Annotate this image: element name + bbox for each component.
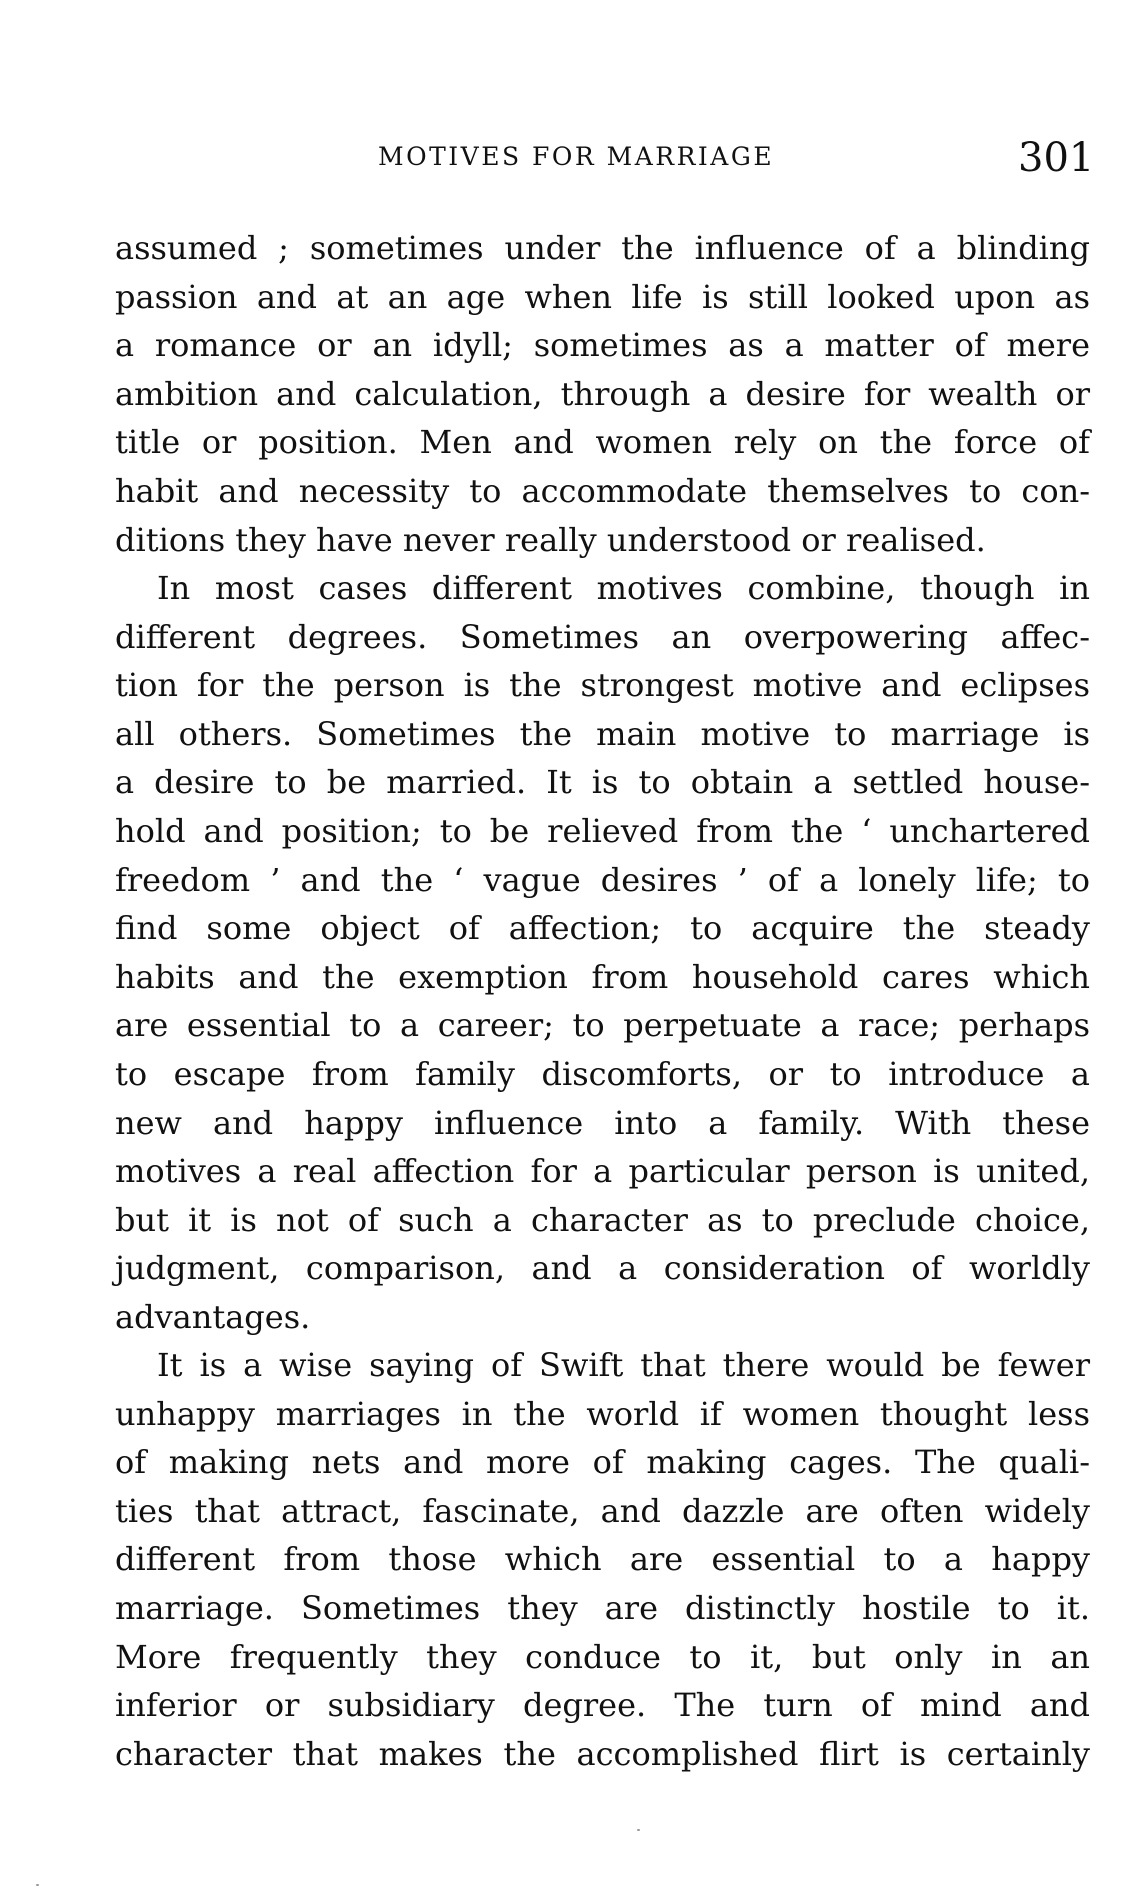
text-line: In most cases different motives combine, though in — [157, 569, 1090, 607]
paper-speck — [637, 1829, 640, 1831]
text-line: tion for the person is the strongest motive and eclipses — [115, 666, 1090, 705]
text-line: character that makes the accomplished flirt is certainly — [115, 1734, 1090, 1773]
text-line: ditions they have never really understood or realised. — [115, 520, 986, 559]
text-line: More frequently they conduce to it, but only in an — [115, 1637, 1090, 1676]
paragraph-motives — [115, 564, 1090, 1342]
paper-speck — [36, 1884, 39, 1886]
text-line: different from those which are essential to a happy — [115, 1540, 1090, 1579]
text-line: different degrees. Sometimes an overpowering affec- — [115, 617, 1090, 656]
text-line: assumed ; sometimes under the influence of a blinding — [115, 229, 1090, 267]
text-line: ambition and calculation, through a desire for wealth or — [115, 374, 1090, 413]
text-line: It is a wise saying of Swift that there would be fewer — [157, 1346, 1090, 1384]
paragraph-continuation — [115, 224, 1090, 564]
text-line: judgment, comparison, and a consideration of worldly — [115, 1249, 1090, 1288]
text-line: passion and at an age when life is still looked upon as — [115, 277, 1090, 316]
paragraph-swift — [115, 1341, 1090, 1778]
text-line: new and happy influence into a family. With these — [115, 1103, 1090, 1142]
text-line: find some object of affection; to acquire the steady — [115, 909, 1090, 948]
text-line: a desire to be married. It is to obtain a settled house- — [115, 763, 1090, 802]
text-line: to escape from family discomforts, or to introduce a — [115, 1054, 1090, 1093]
text-line: marriage. Sometimes they are distinctly hostile to it. — [115, 1588, 1090, 1627]
text-line: hold and position; to be relieved from the ‘ unchartered — [115, 811, 1090, 850]
text-line: all others. Sometimes the main motive to marriage is — [115, 714, 1090, 753]
text-line: of making nets and more of making cages. The quali- — [115, 1443, 1090, 1482]
text-line: a romance or an idyll; sometimes as a matter of mere — [115, 326, 1090, 365]
text-line: unhappy marriages in the world if women thought less — [115, 1394, 1090, 1433]
text-line: habits and the exemption from household cares which — [115, 957, 1090, 996]
text-line: ties that attract, fascinate, and dazzle are often widely — [115, 1491, 1090, 1530]
running-title: MOTIVES FOR MARRIAGE — [378, 142, 775, 171]
text-line: inferior or subsidiary degree. The turn of mind and — [115, 1686, 1090, 1725]
text-line: are essential to a career; to perpetuate a race; perhaps — [115, 1006, 1090, 1045]
text-line: habit and necessity to accommodate themselves to con- — [115, 471, 1090, 510]
text-line: title or position. Men and women rely on the force of — [115, 423, 1090, 462]
text-line: freedom ’ and the ‘ vague desires ’ of a lonely life; to — [115, 860, 1090, 899]
text-line: but it is not of such a character as to preclude choice, — [115, 1200, 1090, 1239]
page-number: 301 — [1018, 135, 1095, 181]
text-line: advantages. — [115, 1297, 311, 1336]
text-line: motives a real affection for a particular person is united, — [115, 1152, 1090, 1191]
